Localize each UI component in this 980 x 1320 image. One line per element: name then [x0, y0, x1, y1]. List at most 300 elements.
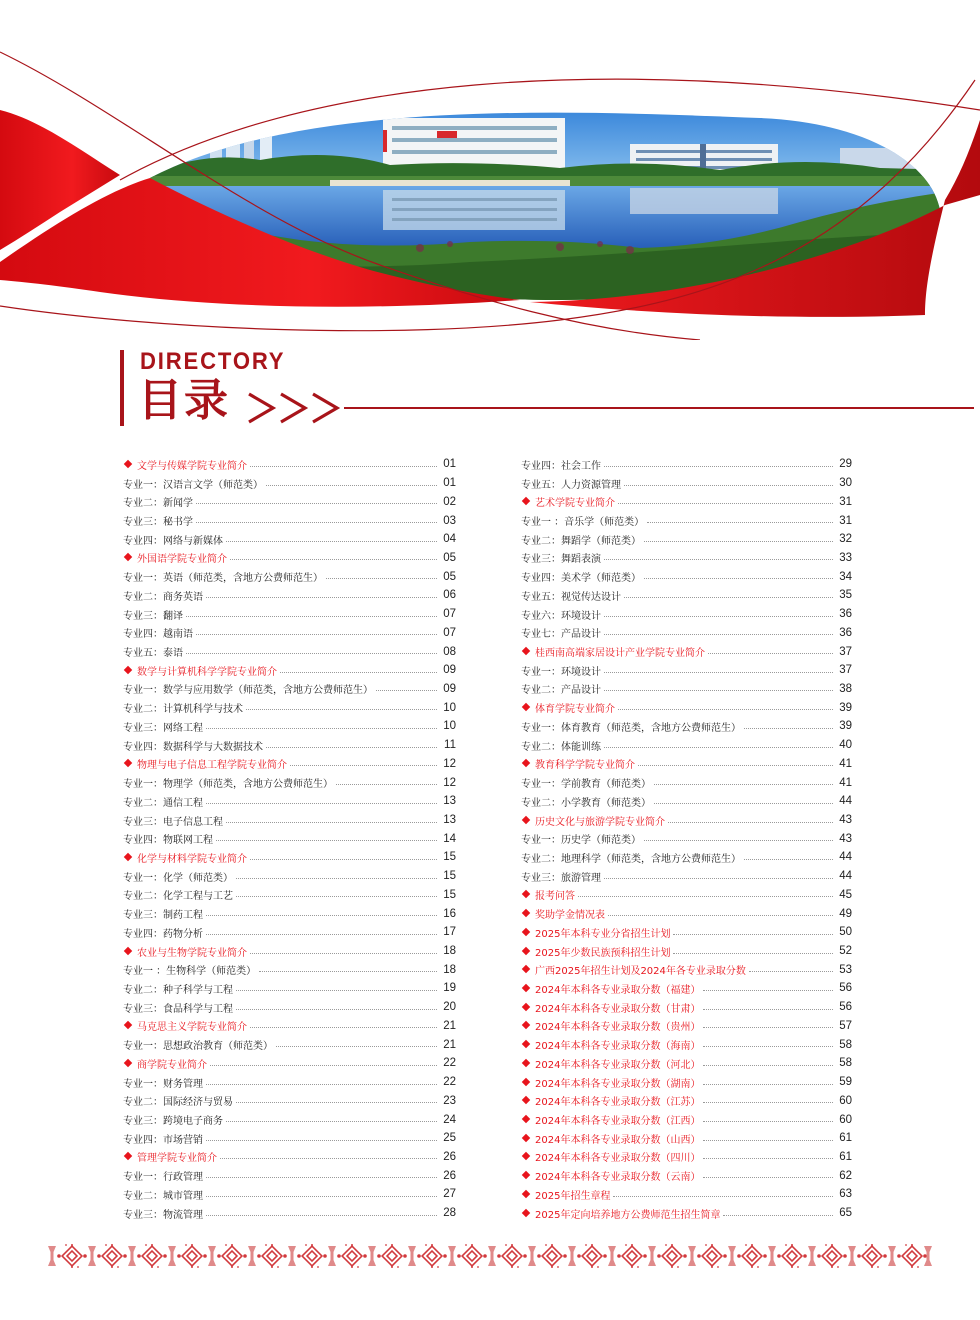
toc-section-entry[interactable]	[521, 886, 852, 905]
dot-leader	[250, 466, 437, 467]
toc-page-number: 62	[839, 1169, 852, 1182]
toc-label: 2024年本科各专业录取分数（甘肃）	[535, 1003, 701, 1015]
toc-section-entry[interactable]	[123, 1148, 456, 1167]
dot-leader	[266, 747, 437, 748]
toc-label: 2024年本科各专业录取分数（贵州）	[535, 1022, 701, 1034]
toc-item-entry[interactable]	[123, 1129, 456, 1148]
toc-label: 奖助学金情况表	[535, 910, 605, 922]
toc-item-entry[interactable]	[123, 886, 456, 905]
title-divider	[344, 407, 974, 409]
dot-leader	[236, 878, 437, 879]
dot-leader	[703, 1121, 833, 1122]
toc-label: 化学与材料学院专业简介	[137, 853, 247, 865]
toc-label: 专业一：体育教育（师范类，含地方公费师范生）	[521, 722, 741, 734]
toc-label: 专业一：英语（师范类，含地方公费师范生）	[123, 573, 323, 585]
dot-leader	[196, 503, 437, 504]
dot-leader	[216, 840, 437, 841]
toc-page-number: 39	[839, 720, 852, 733]
toc-item-entry[interactable]	[123, 642, 456, 661]
dot-leader	[703, 1158, 833, 1159]
toc-section-entry[interactable]	[123, 848, 456, 867]
toc-item-entry[interactable]	[123, 698, 456, 717]
toc-page-number: 12	[443, 776, 456, 789]
diamond-bullet-icon	[124, 853, 132, 861]
toc-label: 专业一：化学（师范类）	[123, 872, 233, 884]
dot-leader	[604, 466, 833, 467]
toc-item-entry[interactable]	[123, 792, 456, 811]
dot-leader	[703, 1009, 833, 1010]
dot-leader	[644, 840, 833, 841]
toc-section-entry[interactable]	[521, 960, 852, 979]
toc-item-entry[interactable]	[521, 455, 852, 474]
toc-page-number: 44	[839, 870, 852, 883]
dot-leader	[236, 896, 437, 897]
toc-item-entry[interactable]	[521, 680, 852, 699]
toc-page-number: 35	[839, 589, 852, 602]
toc-item-entry[interactable]	[123, 586, 456, 605]
toc-page-number: 16	[443, 907, 456, 920]
toc-section-entry[interactable]	[521, 1129, 852, 1148]
toc-section-entry[interactable]	[521, 1035, 852, 1054]
toc-page-number: 30	[839, 477, 852, 490]
toc-page-number: 24	[443, 1113, 456, 1126]
toc-section-entry[interactable]	[123, 942, 456, 961]
toc-item-entry[interactable]	[123, 474, 456, 493]
dot-leader	[236, 990, 437, 991]
toc-section-entry[interactable]	[521, 698, 852, 717]
toc-item-entry[interactable]	[521, 867, 852, 886]
toc-label: 马克思主义学院专业简介	[137, 1022, 247, 1034]
toc-item-entry[interactable]	[123, 1091, 456, 1110]
toc-label: 专业六：环境设计	[521, 610, 601, 622]
toc-item-entry[interactable]	[123, 1110, 456, 1129]
toc-section-entry[interactable]	[521, 979, 852, 998]
dot-leader	[290, 765, 437, 766]
toc-label: 2024年本科各专业录取分数（福建）	[535, 984, 701, 996]
toc-page-number: 13	[443, 814, 456, 827]
toc-item-entry[interactable]	[521, 567, 852, 586]
dot-leader	[703, 990, 833, 991]
toc-label: 外国语学院专业简介	[137, 554, 227, 566]
dot-leader	[703, 1084, 833, 1085]
toc-label: 专业二：通信工程	[123, 797, 203, 809]
toc-label: 专业三：旅游管理	[521, 872, 601, 884]
diamond-bullet-icon	[124, 759, 132, 767]
toc-label: 桂西南高端家居设计产业学院专业简介	[535, 648, 705, 660]
toc-page-number: 26	[443, 1150, 456, 1163]
toc-page-number: 41	[839, 776, 852, 789]
toc-page-number: 31	[839, 514, 852, 527]
toc-section-entry[interactable]	[123, 755, 456, 774]
toc-item-entry[interactable]	[521, 717, 852, 736]
dot-leader	[644, 578, 833, 579]
toc-item-entry[interactable]	[123, 979, 456, 998]
dot-leader	[638, 765, 833, 766]
toc-item-entry[interactable]	[521, 736, 852, 755]
toc-page-number: 31	[839, 495, 852, 508]
toc-item-entry[interactable]	[521, 549, 852, 568]
dot-leader	[608, 915, 833, 916]
dot-leader	[250, 953, 437, 954]
dot-leader	[618, 709, 833, 710]
dot-leader	[206, 1196, 437, 1197]
toc-label: 专业一：学前教育（师范类）	[521, 779, 651, 791]
toc-item-entry[interactable]	[521, 623, 852, 642]
toc-label: 专业二：国际经济与贸易	[123, 1097, 233, 1109]
toc-section-entry[interactable]	[123, 661, 456, 680]
toc-item-entry[interactable]	[123, 923, 456, 942]
title-english: DIRECTORY	[140, 348, 286, 375]
toc-page-number: 49	[839, 907, 852, 920]
toc-label: 物理与电子信息工程学院专业简介	[137, 760, 287, 772]
toc-label: 专业四：市场营销	[123, 1134, 203, 1146]
toc-page-number: 08	[443, 645, 456, 658]
toc-item-entry[interactable]	[123, 829, 456, 848]
dot-leader	[276, 1046, 437, 1047]
toc-label: 专业三：秘书学	[123, 517, 193, 529]
diamond-bullet-icon	[522, 759, 530, 767]
toc-section-entry[interactable]	[521, 1073, 852, 1092]
diamond-bullet-icon	[522, 984, 530, 992]
diamond-bullet-icon	[522, 909, 530, 917]
toc-item-entry[interactable]	[123, 530, 456, 549]
toc-page-number: 10	[443, 701, 456, 714]
toc-item-entry[interactable]	[123, 1073, 456, 1092]
dot-leader	[604, 634, 833, 635]
toc-section-entry[interactable]	[123, 1054, 456, 1073]
toc-page-number: 63	[839, 1188, 852, 1201]
toc-item-entry[interactable]	[123, 567, 456, 586]
toc-page-number: 14	[443, 832, 456, 845]
toc-section-entry[interactable]	[521, 1148, 852, 1167]
toc-section-entry[interactable]	[123, 549, 456, 568]
toc-label: 专业五：视觉传达设计	[521, 591, 621, 603]
toc-section-entry[interactable]	[521, 1204, 852, 1223]
diamond-bullet-icon	[522, 815, 530, 823]
toc-label: 专业二：化学工程与工艺	[123, 891, 233, 903]
dot-leader	[604, 747, 833, 748]
diamond-bullet-icon	[522, 1115, 530, 1123]
dot-leader	[624, 485, 833, 486]
diamond-bullet-icon	[522, 1077, 530, 1085]
toc-label: 体育学院专业简介	[535, 704, 615, 716]
dot-leader	[654, 784, 833, 785]
toc-label: 2024年本科各专业录取分数（江西）	[535, 1116, 701, 1128]
dot-leader	[206, 1215, 437, 1216]
dot-leader	[206, 1177, 437, 1178]
toc-page-number: 58	[839, 1038, 852, 1051]
toc-label: 专业三：舞蹈表演	[521, 554, 601, 566]
diamond-bullet-icon	[124, 1059, 132, 1067]
dot-leader	[668, 822, 833, 823]
toc-label: 2024年本科各专业录取分数（山西）	[535, 1134, 701, 1146]
toc-page-number: 27	[443, 1188, 456, 1201]
dot-leader	[644, 541, 833, 542]
toc-label: 专业二：地理科学（师范类，含地方公费师范生）	[521, 853, 741, 865]
dot-leader	[703, 1046, 833, 1047]
toc-page-number: 59	[839, 1076, 852, 1089]
toc-item-entry[interactable]	[123, 736, 456, 755]
diamond-bullet-icon	[522, 703, 530, 711]
dot-leader	[220, 1158, 437, 1159]
toc-item-entry[interactable]	[123, 811, 456, 830]
toc-page-number: 52	[839, 945, 852, 958]
diamond-bullet-icon	[522, 1002, 530, 1010]
toc-page-number: 19	[443, 982, 456, 995]
toc-item-entry[interactable]	[123, 1204, 456, 1223]
toc-section-entry[interactable]	[521, 1017, 852, 1036]
toc-label: 2025年本科专业分省招生计划	[535, 928, 671, 940]
dot-leader	[604, 616, 833, 617]
toc-label: 艺术学院专业简介	[535, 498, 615, 510]
toc-page-number: 39	[839, 701, 852, 714]
dot-leader	[246, 709, 437, 710]
toc-label: 专业二：计算机科学与技术	[123, 704, 243, 716]
chevrons-right-icon	[245, 388, 343, 428]
toc-page-number: 21	[443, 1038, 456, 1051]
toc-label: 教育科学学院专业简介	[535, 760, 635, 772]
toc-page-number: 13	[443, 795, 456, 808]
diamond-bullet-icon	[522, 1096, 530, 1104]
dot-leader	[326, 578, 437, 579]
toc-section-entry[interactable]	[521, 1166, 852, 1185]
toc-label: 专业四：美术学（师范类）	[521, 573, 641, 585]
toc-label: 专业一：环境设计	[521, 666, 601, 678]
toc-section-entry[interactable]	[521, 492, 852, 511]
toc-item-entry[interactable]	[521, 605, 852, 624]
toc-label: 广西2025年招生计划及2024年各专业录取分数	[535, 966, 746, 978]
toc-section-entry[interactable]	[521, 1091, 852, 1110]
diamond-bullet-icon	[522, 946, 530, 954]
dot-leader	[226, 822, 437, 823]
toc-page-number: 56	[839, 982, 852, 995]
toc-item-entry[interactable]	[123, 492, 456, 511]
dot-leader	[613, 1196, 833, 1197]
toc-section-entry[interactable]	[521, 1110, 852, 1129]
toc-page-number: 32	[839, 533, 852, 546]
dot-leader	[744, 859, 833, 860]
toc-item-entry[interactable]	[521, 511, 852, 530]
toc-item-entry[interactable]	[521, 586, 852, 605]
title-accent-bar	[120, 350, 124, 426]
toc-label: 专业一 ：生物科学（师范类）	[123, 966, 257, 978]
toc-item-entry[interactable]	[123, 511, 456, 530]
toc-page-number: 36	[839, 626, 852, 639]
toc-item-entry[interactable]	[521, 792, 852, 811]
toc-page-number: 12	[443, 757, 456, 770]
toc-page-number: 41	[839, 757, 852, 770]
toc-page-number: 10	[443, 720, 456, 733]
toc-page-number: 61	[839, 1132, 852, 1145]
toc-item-entry[interactable]	[123, 680, 456, 699]
toc-page-number: 09	[443, 664, 456, 677]
toc-page-number: 20	[443, 1001, 456, 1014]
diamond-bullet-icon	[522, 1133, 530, 1141]
toc-item-entry[interactable]	[521, 474, 852, 493]
toc-label: 报考问答	[535, 891, 575, 903]
toc-item-entry[interactable]	[123, 773, 456, 792]
toc-item-entry[interactable]	[521, 530, 852, 549]
dot-leader	[236, 1102, 437, 1103]
toc-page-number: 58	[839, 1057, 852, 1070]
dot-leader	[624, 597, 833, 598]
toc-item-entry[interactable]	[123, 605, 456, 624]
toc-label: 专业四：数据科学与大数据技术	[123, 741, 263, 753]
toc-item-entry[interactable]	[521, 848, 852, 867]
dot-leader	[236, 1009, 437, 1010]
toc-item-entry[interactable]	[521, 829, 852, 848]
diamond-bullet-icon	[522, 1040, 530, 1048]
diamond-bullet-icon	[522, 1021, 530, 1029]
dot-leader	[206, 1140, 437, 1141]
title-chinese: 目录	[138, 375, 230, 426]
ornamental-border	[48, 1243, 932, 1269]
toc-item-entry[interactable]	[123, 867, 456, 886]
toc-page-number: 15	[443, 851, 456, 864]
toc-page-number: 03	[443, 514, 456, 527]
toc-page-number: 37	[839, 645, 852, 658]
toc-item-entry[interactable]	[123, 960, 456, 979]
toc-item-entry[interactable]	[123, 1166, 456, 1185]
dot-leader	[703, 1102, 833, 1103]
toc-label: 管理学院专业简介	[137, 1153, 217, 1165]
toc-page-number: 34	[839, 570, 852, 583]
toc-label: 2024年本科各专业录取分数（河北）	[535, 1059, 701, 1071]
dot-leader	[604, 690, 833, 691]
toc-page-number: 60	[839, 1094, 852, 1107]
toc-section-entry[interactable]	[521, 942, 852, 961]
dot-leader	[673, 934, 833, 935]
toc-label: 专业一：思想政治教育（师范类）	[123, 1041, 273, 1053]
toc-page-number: 43	[839, 832, 852, 845]
toc-label: 专业三：网络工程	[123, 722, 203, 734]
toc-page-number: 17	[443, 926, 456, 939]
diamond-bullet-icon	[522, 928, 530, 936]
toc-page-number: 15	[443, 870, 456, 883]
toc-section-entry[interactable]	[521, 923, 852, 942]
dot-leader	[708, 653, 833, 654]
toc-label: 2024年本科各专业录取分数（湖南）	[535, 1078, 701, 1090]
toc-item-entry[interactable]	[123, 717, 456, 736]
toc-label: 专业二：商务英语	[123, 591, 203, 603]
toc-page-number: 29	[839, 458, 852, 471]
toc-label: 专业二：产品设计	[521, 685, 601, 697]
toc-label: 文学与传媒学院专业简介	[137, 460, 247, 472]
dot-leader	[578, 896, 833, 897]
toc-label: 专业三：食品科学与工程	[123, 1003, 233, 1015]
toc-section-entry[interactable]	[521, 904, 852, 923]
dot-leader	[654, 803, 833, 804]
toc-label: 专业二：小学教育（师范类）	[521, 797, 651, 809]
toc-page-number: 22	[443, 1057, 456, 1070]
diamond-bullet-icon	[522, 497, 530, 505]
toc-section-entry[interactable]	[123, 455, 456, 474]
dot-leader	[703, 1140, 833, 1141]
dot-leader	[206, 1084, 437, 1085]
diamond-bullet-icon	[124, 946, 132, 954]
toc-item-entry[interactable]	[123, 904, 456, 923]
diamond-bullet-icon	[124, 1152, 132, 1160]
toc-section-entry[interactable]	[521, 1185, 852, 1204]
diamond-bullet-icon	[522, 1152, 530, 1160]
toc-label: 2024年本科各专业录取分数（海南）	[535, 1041, 701, 1053]
dot-leader	[703, 1177, 833, 1178]
dot-leader	[226, 541, 437, 542]
toc-label: 历史文化与旅游学院专业简介	[535, 816, 665, 828]
toc-page-number: 50	[839, 926, 852, 939]
toc-section-entry[interactable]	[123, 1017, 456, 1036]
toc-item-entry[interactable]	[521, 773, 852, 792]
toc-page-number: 18	[443, 945, 456, 958]
toc-label: 专业四：物联网工程	[123, 835, 213, 847]
toc-page-number: 22	[443, 1076, 456, 1089]
dot-leader	[744, 728, 833, 729]
toc-section-entry[interactable]	[521, 755, 852, 774]
dot-leader	[206, 597, 437, 598]
dot-leader	[604, 559, 833, 560]
diamond-bullet-icon	[522, 1190, 530, 1198]
toc-label: 专业五：人力资源管理	[521, 479, 621, 491]
toc-item-entry[interactable]	[123, 1035, 456, 1054]
diamond-bullet-icon	[522, 890, 530, 898]
dot-leader	[206, 728, 437, 729]
toc-section-entry[interactable]	[521, 642, 852, 661]
toc-page-number: 07	[443, 626, 456, 639]
dot-leader	[647, 522, 833, 523]
toc-label: 2024年本科各专业录取分数（江苏）	[535, 1097, 701, 1109]
dot-leader	[259, 971, 437, 972]
toc-section-entry[interactable]	[521, 1054, 852, 1073]
diamond-bullet-icon	[522, 1208, 530, 1216]
toc-page-number: 33	[839, 551, 852, 564]
diamond-bullet-icon	[124, 460, 132, 468]
toc-item-entry[interactable]	[123, 1185, 456, 1204]
toc-item-entry[interactable]	[123, 623, 456, 642]
toc-page-number: 01	[443, 458, 456, 471]
toc-label: 数学与计算机科学学院专业简介	[137, 666, 277, 678]
dot-leader	[266, 485, 437, 486]
diamond-bullet-icon	[124, 666, 132, 674]
toc-label: 专业二：城市管理	[123, 1190, 203, 1202]
toc-page-number: 05	[443, 570, 456, 583]
toc-label: 专业二：新闻学	[123, 498, 193, 510]
toc-page-number: 57	[839, 1019, 852, 1032]
dot-leader	[336, 784, 437, 785]
toc-page-number: 37	[839, 664, 852, 677]
toc-label: 专业一 ：音乐学（师范类）	[521, 517, 645, 529]
toc-label: 专业一：汉语言文学（师范类）	[123, 479, 263, 491]
toc-label: 农业与生物学院专业简介	[137, 947, 247, 959]
toc-section-entry[interactable]	[521, 998, 852, 1017]
dot-leader	[196, 634, 437, 635]
toc-label: 2024年本科各专业录取分数（四川）	[535, 1153, 701, 1165]
dot-leader	[206, 934, 437, 935]
toc-page-number: 44	[839, 795, 852, 808]
toc-label: 专业一：物理学（师范类，含地方公费师范生）	[123, 779, 333, 791]
toc-page-number: 36	[839, 608, 852, 621]
toc-item-entry[interactable]	[521, 661, 852, 680]
toc-item-entry[interactable]	[123, 998, 456, 1017]
toc-page-number: 25	[443, 1132, 456, 1145]
toc-section-entry[interactable]	[521, 811, 852, 830]
toc-page-number: 44	[839, 851, 852, 864]
toc-page-number: 56	[839, 1001, 852, 1014]
diamond-bullet-icon	[522, 1171, 530, 1179]
diamond-bullet-icon	[124, 553, 132, 561]
toc-label: 专业五：泰语	[123, 648, 183, 660]
toc-page-number: 02	[443, 495, 456, 508]
toc-page-number: 01	[443, 477, 456, 490]
